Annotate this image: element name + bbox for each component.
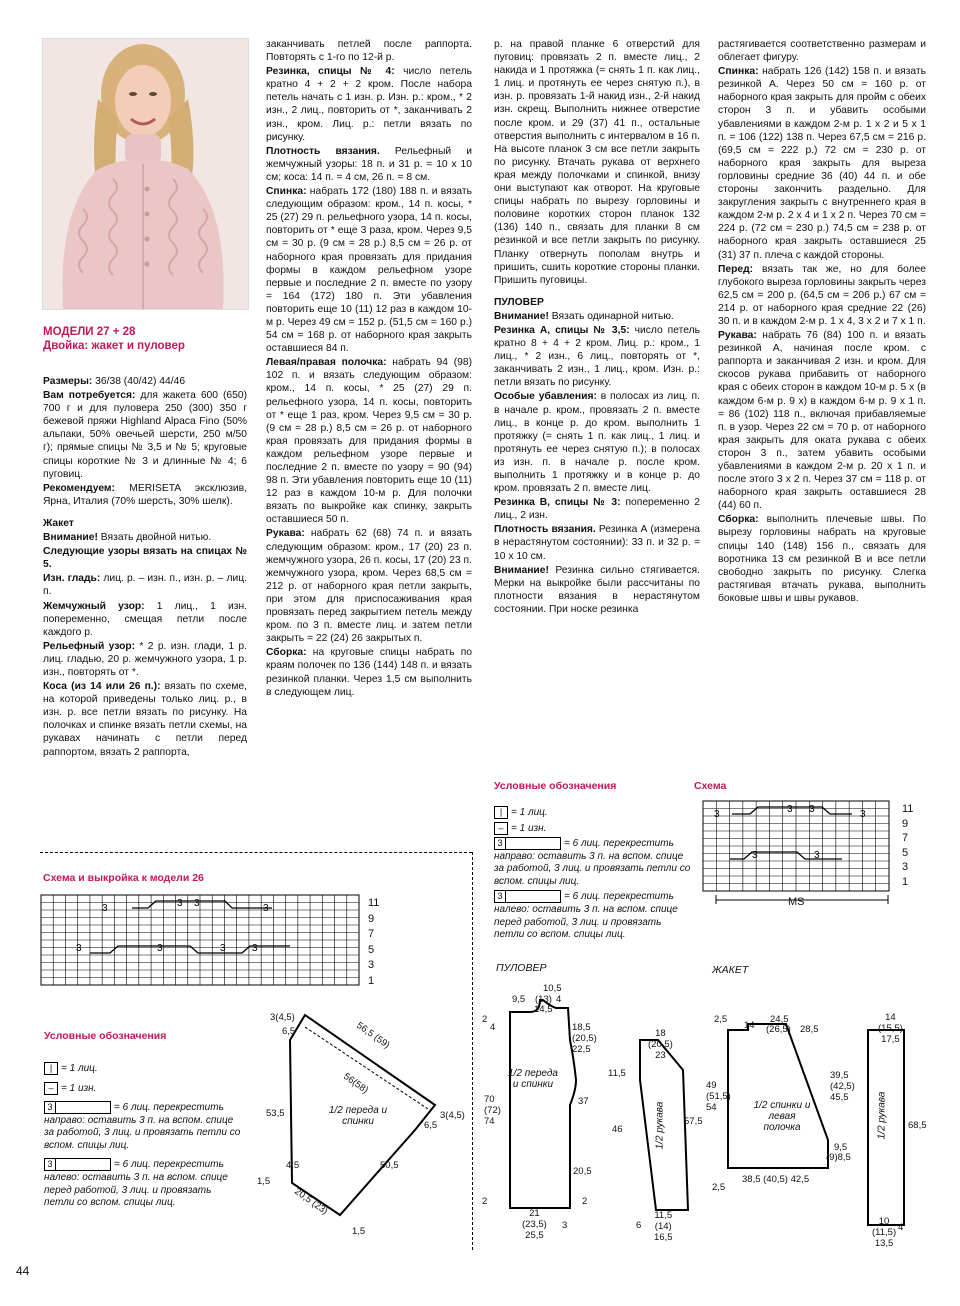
svg-text:3: 3 <box>814 850 820 861</box>
pull-label: 1/2 переда и спинки <box>508 1068 558 1090</box>
column-2 <box>266 38 472 700</box>
pull-b2: 2 <box>482 1196 488 1207</box>
svg-text:3: 3 <box>220 943 226 954</box>
pull-sleeve-top: 18 (20,5) 23 <box>648 1028 673 1061</box>
pattern-seed: Жемчужный узор: 1 лиц., 1 изн. попеременно, смещая петли после каждого р. <box>43 600 248 638</box>
jacket-t3: 24,5 <box>770 1014 789 1025</box>
svg-text:3: 3 <box>787 804 793 815</box>
models-subtitle: Двойка: жакет и пуловер <box>43 340 185 352</box>
jacket-b1: 2,5 <box>712 1182 726 1193</box>
legend-right-cable-left: 3 = 6 лиц. перекрестить налево: оставить 3 п. на вспом. спице перед работой, 3 лиц. и провязать петли со вспом. спицы лиц. <box>494 891 678 941</box>
chart-grid <box>41 895 359 985</box>
svg-text:3: 3 <box>252 943 258 954</box>
scheme-row-numbers: 11 9 7 5 3 1 <box>902 803 914 888</box>
p26-dim10: 4,5 <box>286 1160 300 1171</box>
pullover-density: Плотность вязания. Резинка А (измерена в нерастянутом состоянии): 33 п. и 32 р. = 10 х 10 см. <box>494 524 701 562</box>
jacket-pattern-title: ЖАКЕТ <box>712 964 749 976</box>
jacket-r5: (9)8,5 <box>826 1152 851 1163</box>
pull-left: 70 (72) 74 <box>484 1094 501 1127</box>
dashed-frame-top <box>40 852 472 853</box>
rib-b-paragraph: Резинка В, спицы № 3: попеременно 2 лиц., 2 изн. <box>494 497 700 522</box>
density-paragraph: Плотность вязания. Рельефный и жемчужный узоры: 18 п. и 31 р. = 10 х 10 см; коса: 14 п. = 4 см, 26 п. = 8 см. <box>266 145 473 183</box>
model-photo <box>42 38 249 310</box>
p26-dim12: 1,5 <box>352 1226 366 1237</box>
purl-symbol: – <box>44 1082 58 1095</box>
pullover-back: Спинка: набрать 126 (142) 158 п. и вязать резинкой А. Через 50 см = 160 р. от наборного края закрыть для пройм с обеих сторон 3 п. и убавить особыми убавлениями в каждом 2-м р. 1 х 2 и 5 х 1 п. = 106 (122) 138 п. Через 67,5 см = 216 р. (69,5 см = 222 р.) 72 см = 230 р. от наборного края закрыть для выреза горловины средние 36 (40) 44 п. и обе стороны закончить раздельно. Для закругления закрыть с внутреннего края в каждом 2-м р. 2 х 4 и 1 х 2 п. Через 70 см = 224 р. (72 см = 230 р.) 74,5 см = 238 р. от наборного края закрыть оставшиеся 25 (31) 37 п. плеча с каждой стороны. <box>718 66 926 261</box>
pullover-attention-2: Внимание! Резинка сильно стягивается. Мерки на выкройке были рассчитаны по плотности вязания в нерастянутом состоянии. При носке резинка <box>494 564 700 615</box>
scheme26-row-numbers: 11 9 7 5 3 1 <box>368 897 380 987</box>
pullover-attention: Внимание! Вязать одинарной нитью. <box>494 310 674 322</box>
pull-sleeve-r: 57,5 <box>684 1116 703 1127</box>
scheme26-title: Схема и выкройка к модели 26 <box>43 872 204 884</box>
pattern-cable: Коса (из 14 или 26 п.): вязать по схеме, на которой приведены только лиц. р., в изн. р. все петли вязать по рисунку. На полочках и спинке вязать петли схемы, на рукавах начинать с петли перед раппортом, вязать 2 раппорта, <box>43 681 247 758</box>
p26-dim5: 53,5 <box>266 1108 285 1119</box>
svg-text:3: 3 <box>714 809 720 820</box>
pull-h2: 2 <box>482 1014 488 1025</box>
pull-neck: 9,5 <box>512 994 526 1005</box>
legend-right-knit: | = 1 лиц. <box>494 806 694 820</box>
cable-left-symbol: 3 <box>44 1158 111 1171</box>
p26-dim6: 6,5 <box>424 1120 438 1131</box>
pull-neck3: 14,5 <box>534 1004 553 1015</box>
svg-text:3: 3 <box>194 898 200 909</box>
p26-dim3: 56,5 (59) <box>354 1020 392 1051</box>
col2-continuation: заканчивать петлей после раппорта. Повторять с 1-го по 12-й р. <box>266 39 472 64</box>
jacket-t5: 28,5 <box>800 1024 819 1035</box>
svg-text:3: 3 <box>263 903 269 914</box>
col4-continuation: растягивается соответственно размерам и облегает фигуру. <box>718 39 926 64</box>
pullover-pattern-drawing <box>478 980 718 1242</box>
legend-left-cable-right: 3 = 6 лиц. перекрестить направо: оставить 3 п. на вспом. спице за работой, 3 лиц. и провязать петли со вспом. спицы лиц. <box>44 1102 241 1151</box>
cable-left-symbol: 3 <box>494 890 561 903</box>
pull-neck4: 4 <box>556 994 562 1005</box>
p26-dim7: 3(4,5) <box>440 1110 465 1121</box>
pull-side: 18,5 (20,5) 22,5 <box>572 1022 597 1055</box>
jacket-sleeve-label: 1/2 рукава <box>876 1091 888 1140</box>
scheme26-chart <box>40 894 380 990</box>
pattern-relief: Рельефный узор: * 2 р. изн. глади, 1 р. лиц. гладью, 20 р. жемчужного узора, 1 р. изн., повторять от *. <box>43 640 247 678</box>
legend-left <box>44 1062 244 1212</box>
column-3 <box>494 38 700 617</box>
legend-left-knit: | = 1 лиц. <box>44 1062 244 1076</box>
svg-text:3: 3 <box>157 943 163 954</box>
jacket-pattern-drawing <box>700 1010 940 1250</box>
pull-top: 10,5 <box>543 983 562 994</box>
rib-paragraph: Резинка, спицы № 4: число петель кратно 4 + 2 + 2 кром. После набора петель начать с 1 изн. р. Изн. р.: кром., * 2 изн., 2 лиц., повторить от *, заканчивать 2 изн., кром. Лиц. р.: петли вязать по рисунку. <box>266 66 472 143</box>
pullover-sleeves: Рукава: набрать 76 (84) 100 п. и вязать резинкой А, начиная после кром. с раппорта и заканчивая 2 изн. и кром. Для скосов рукава прибавить от наборного края с обеих сторон в каждом 10-м р. 5 х (в каждом 6-м р. 9 х) в каждом 6-м р. 9 х 1 п. = 86 (102) 118 п., включая прибавляемые п. в узор. Через 22 см = 70 р. от наборного края закрыть для оката рукава с обеих сторон 3 п., затем убавить особыми убавлениями в каждом 2-м р. 20 х 1 п. и после этого 3 х 2 п. Через 37 см = 118 р. от наборного края закрыть оставшиеся 28 (44) 60 п. <box>718 330 926 512</box>
legend-right-cable-right: 3 = 6 лиц. перекрестить направо: оставить 3 п. на вспом. спице за работой, 3 лиц. и провязать петли со вспом. спицы лиц. <box>494 838 691 887</box>
pull-sleeve-left: 11,5 <box>608 1068 626 1079</box>
pull-sleeve-h: 46 <box>612 1124 623 1135</box>
rib-a-paragraph: Резинка А, спицы № 3,5: число петель кратно 8 + 4 + 2 кром. Лиц. р.: кром., 1 лиц., * 2 изн., 6 лиц., повторять от *, заканчивать 2 изн., 1 лиц., кром. Изн. р.: петли вязать по рисунку. <box>494 324 700 389</box>
dashed-frame-right <box>472 852 473 1250</box>
scheme-title: Схема <box>694 780 727 792</box>
jacket-sleeve-b4: 4 <box>898 1222 904 1233</box>
p26-dim4: 56(58) <box>341 1071 371 1096</box>
page-number: 44 <box>16 1264 30 1278</box>
p26-dim9: 1,5 <box>257 1176 271 1187</box>
svg-text:3: 3 <box>860 809 866 820</box>
cable-right-symbol: 3 <box>44 1101 111 1114</box>
pull-bw4: 3 <box>562 1220 568 1231</box>
pull-h4: 4 <box>490 1022 496 1033</box>
svg-text:3: 3 <box>752 850 758 861</box>
back-paragraph: Спинка: набрать 172 (180) 188 п. и вязать следующим образом: кром., 14 п. косы, * 25 (27) 29 п. рельефного узора, 14 п. косы, повторить от * еще 3 раза, кром. Через 9,5 см = 30 р. (9 см = 28 р.) 8,5 см = 26 р. от наборного края провязать для придания формы в каждом рельефном узоре первые и последние 2 п. вместе по узору = 164 (172) 180 п. Эти убавления повторить еще 10 (11) 12 раз в каждом 10-м р. Через 49 см = 152 р. (51,5 см = 160 р.) 54 см = 168 р. от наборного края закрыть оставшиеся 84 п. <box>266 186 472 355</box>
pullover-heading: ПУЛОВЕР <box>494 296 544 308</box>
assembly-paragraph: Сборка: на круговые спицы набрать по краям полочек по 136 (144) 148 п. и вязать резинкой планки. Через 1,5 см выполнить в следующем лиц. <box>266 647 472 698</box>
legend-right-title: Условные обозначения <box>494 780 617 792</box>
pattern-purl: Изн. гладь: лиц. р. – изн. п., изн. р. – лиц. п. <box>43 573 247 598</box>
jacket-sleeve-top: 14 (15,5) 17,5 <box>878 1012 903 1045</box>
svg-text:3: 3 <box>102 903 108 914</box>
p26-dim8: 50,5 <box>380 1160 399 1171</box>
jacket-t4: (26,5) <box>766 1024 791 1035</box>
front-paragraph: Левая/правая полочка: набрать 94 (98) 102 п. и вязать следующим образом: кром., 14 п. косы, * 25 (27) 29 п. рельефного узора, 14 п. косы, повторить от * еще 1 раз, кром. Через 9,5 см = 30 р. (9 см = 28 р.) 8,5 см = 26 р. от наборного края провязать для придания формы в каждом рельефном узоре первые и последние 2 п. вместе по узору = 90 (94) 98 п. Эти убавления повторить еще 10 (11) 12 раз в каждом 10-м р. Для полочки вязать по выкройке как спинку, закрыть оставшиеся 50 п. <box>266 357 473 526</box>
pull-bottom: 21 (23,5) 25,5 <box>522 1208 547 1241</box>
pull-low: 20,5 <box>573 1166 592 1177</box>
legend-left-title: Условные обозначения <box>44 1030 167 1042</box>
legend-left-cable-left: 3 = 6 лиц. перекрестить налево: оставить 3 п. на вспом. спице перед работой, 3 лиц. и провязать петли со вспом. спицы лиц. <box>44 1159 228 1209</box>
col3-continuation: р. на правой планке 6 отверстий для пуговиц: провязать 2 п. вместе лиц., 2 накида и 1 протяжка (= снять 1 п. как лиц., 1 лиц. и протянуть ее через снятую п.), в изн. р. провязать 1-й накид изн., 2-й накид изн. скрещ. Выполнить нижнее отверстие после кром. и 29 (37) 41 п., остальные отверстия выполнить с интервалом в 16 п. На высоте планок 3 см все петли закрыть по рисунку. Втачать рукава от верхнего края между полочками и спинкой, внизу они выступают как отворот. На круговые спицы набрать по вырезу горловины и половине коротких сторон планок 132 (136) 140 п., связать для планки 8 см резинкой и все петли закрыть по рисунку. Планку отвернуть пополам внутрь и пришить, сшить короткие стороны планки. Пришить пуговицы. <box>494 39 700 286</box>
purl-symbol: – <box>494 822 508 835</box>
cable-right-symbol: 3 <box>494 837 561 850</box>
pull-sleeve-bottom: 11,5 (14) 16,5 <box>654 1210 673 1243</box>
jacket-sleeve-h: 68,5 <box>908 1120 927 1131</box>
legend-left-purl: – = 1 изн. <box>44 1082 244 1096</box>
knit-symbol: | <box>494 806 508 819</box>
pull-sleeve-label: 1/2 рукава <box>654 1101 666 1150</box>
scheme-ms-label: MS <box>788 896 805 908</box>
patterns-heading: Следующие узоры вязать на спицах № 5. <box>43 546 247 571</box>
sizes-paragraph: Размеры: 36/38 (40/42) 44/46 <box>43 376 186 387</box>
model-photo-illustration <box>43 39 248 309</box>
jacket-sleeve-bottom: 10 (11,5) 13,5 <box>872 1216 897 1249</box>
pull-b2r: 2 <box>582 1196 588 1207</box>
pullover-assembly: Сборка: выполнить плечевые швы. По вырезу горловины набрать на круговые спицы 140 (148) 156 п., связать для воротника 13 см резинкой В и все петли свободно закрыть по рисунку. Слегка растягивая втачать рукава, выполнить боковые швы и швы рукавов. <box>718 514 926 604</box>
svg-text:3: 3 <box>177 898 183 909</box>
column-1 <box>43 375 247 760</box>
column-4 <box>718 38 926 606</box>
p26-dim11: 20,5 (23) <box>292 1186 330 1217</box>
jacket-t1: 2,5 <box>714 1014 728 1025</box>
jacket-label: 1/2 спинки и левая полочка <box>753 1100 811 1133</box>
materials-paragraph: Вам потребуется: для жакета 600 (650) 700 г и для пуловера 250 (300) 350 г бежевой пряжи Highland Alpaca Fino (50% альпаки, 50% овечьей шерсти, 250 м/50 г); прямые спицы № 3,5 и № 5; круговые спицы короткие № 3 и длинные № 4; 6 пуговиц. <box>43 390 248 480</box>
pull-sleeve-b4: 6 <box>636 1220 642 1231</box>
special-decrease-paragraph: Особые убавления: в полосах из лиц. п. в начале р. кром., провязать 2 п. вместе лиц., в конце р. до кром. выполнить 1 протяжку (= снять 1 п. как лиц., 1 лиц. и протянуть ее через снятую п.); в полосах из изн. п. в начале р. после кром. выполнить 1 протяжку и в конце р. до кром. провязать 2 п. вместе лиц. <box>494 391 700 495</box>
p26-dim1: 3(4,5) <box>270 1012 295 1023</box>
jacket-attention: Внимание! Вязать двойной нитью. <box>43 532 212 544</box>
sleeve-paragraph: Рукава: набрать 62 (68) 74 п. и вязать следующим образом: кром., 17 (20) 23 п. жемчужного узора, 26 п. косы, 17 (20) 23 п. жемчужного узора, кром. Через 68,5 см = 212 р. от наборного края петли закрыть, при этом для приспосаживания края провязать перед закрытием петель между кром. по 3 п. вместе лиц. и затем петли закрыть = 22 (24) 26 закрытых п. <box>266 528 472 645</box>
p26-label: 1/2 переда и спинки <box>328 1105 388 1127</box>
legend-right-purl: – = 1 изн. <box>494 822 694 836</box>
knit-symbol: | <box>44 1062 58 1075</box>
p26-dim2: 6,5 <box>282 1026 296 1037</box>
models-title: МОДЕЛИ 27 + 28 <box>43 326 136 338</box>
pullover-pattern-title: ПУЛОВЕР <box>496 962 547 974</box>
jacket-bottom: 38,5 (40,5) 42,5 <box>742 1174 810 1185</box>
legend-right <box>494 806 694 944</box>
jacket-t2: 14 <box>744 1020 755 1031</box>
scheme-chart <box>702 800 892 910</box>
jacket-left: 49 (51,5) 54 <box>706 1080 731 1113</box>
recommend-paragraph: Рекомендуем: MERISETA эксклюзив, Ярна, Италия (70% шерсть, 30% шелк). <box>43 482 247 507</box>
jacket-heading: Жакет <box>43 517 74 529</box>
pullover-front: Перед: вязать так же, но для более глубокого выреза горловины закрыть через 62,5 см = 200 р. (64,5 см = 206 р.) 67 см = 214 р. от наборного края средние 22 (26) 30 п. и в каждом 2-м р. 1 х 4, 3 х 2 и 7 х 1 п. <box>718 263 927 327</box>
svg-text:3: 3 <box>809 804 815 815</box>
svg-text:3: 3 <box>76 943 82 954</box>
pull-mid: 37 <box>578 1096 589 1107</box>
jacket-right: 39,5 (42,5) 45,5 <box>830 1070 855 1103</box>
pull-neck2: (13) <box>535 994 552 1005</box>
jacket-r4: 9,5 <box>834 1142 848 1153</box>
